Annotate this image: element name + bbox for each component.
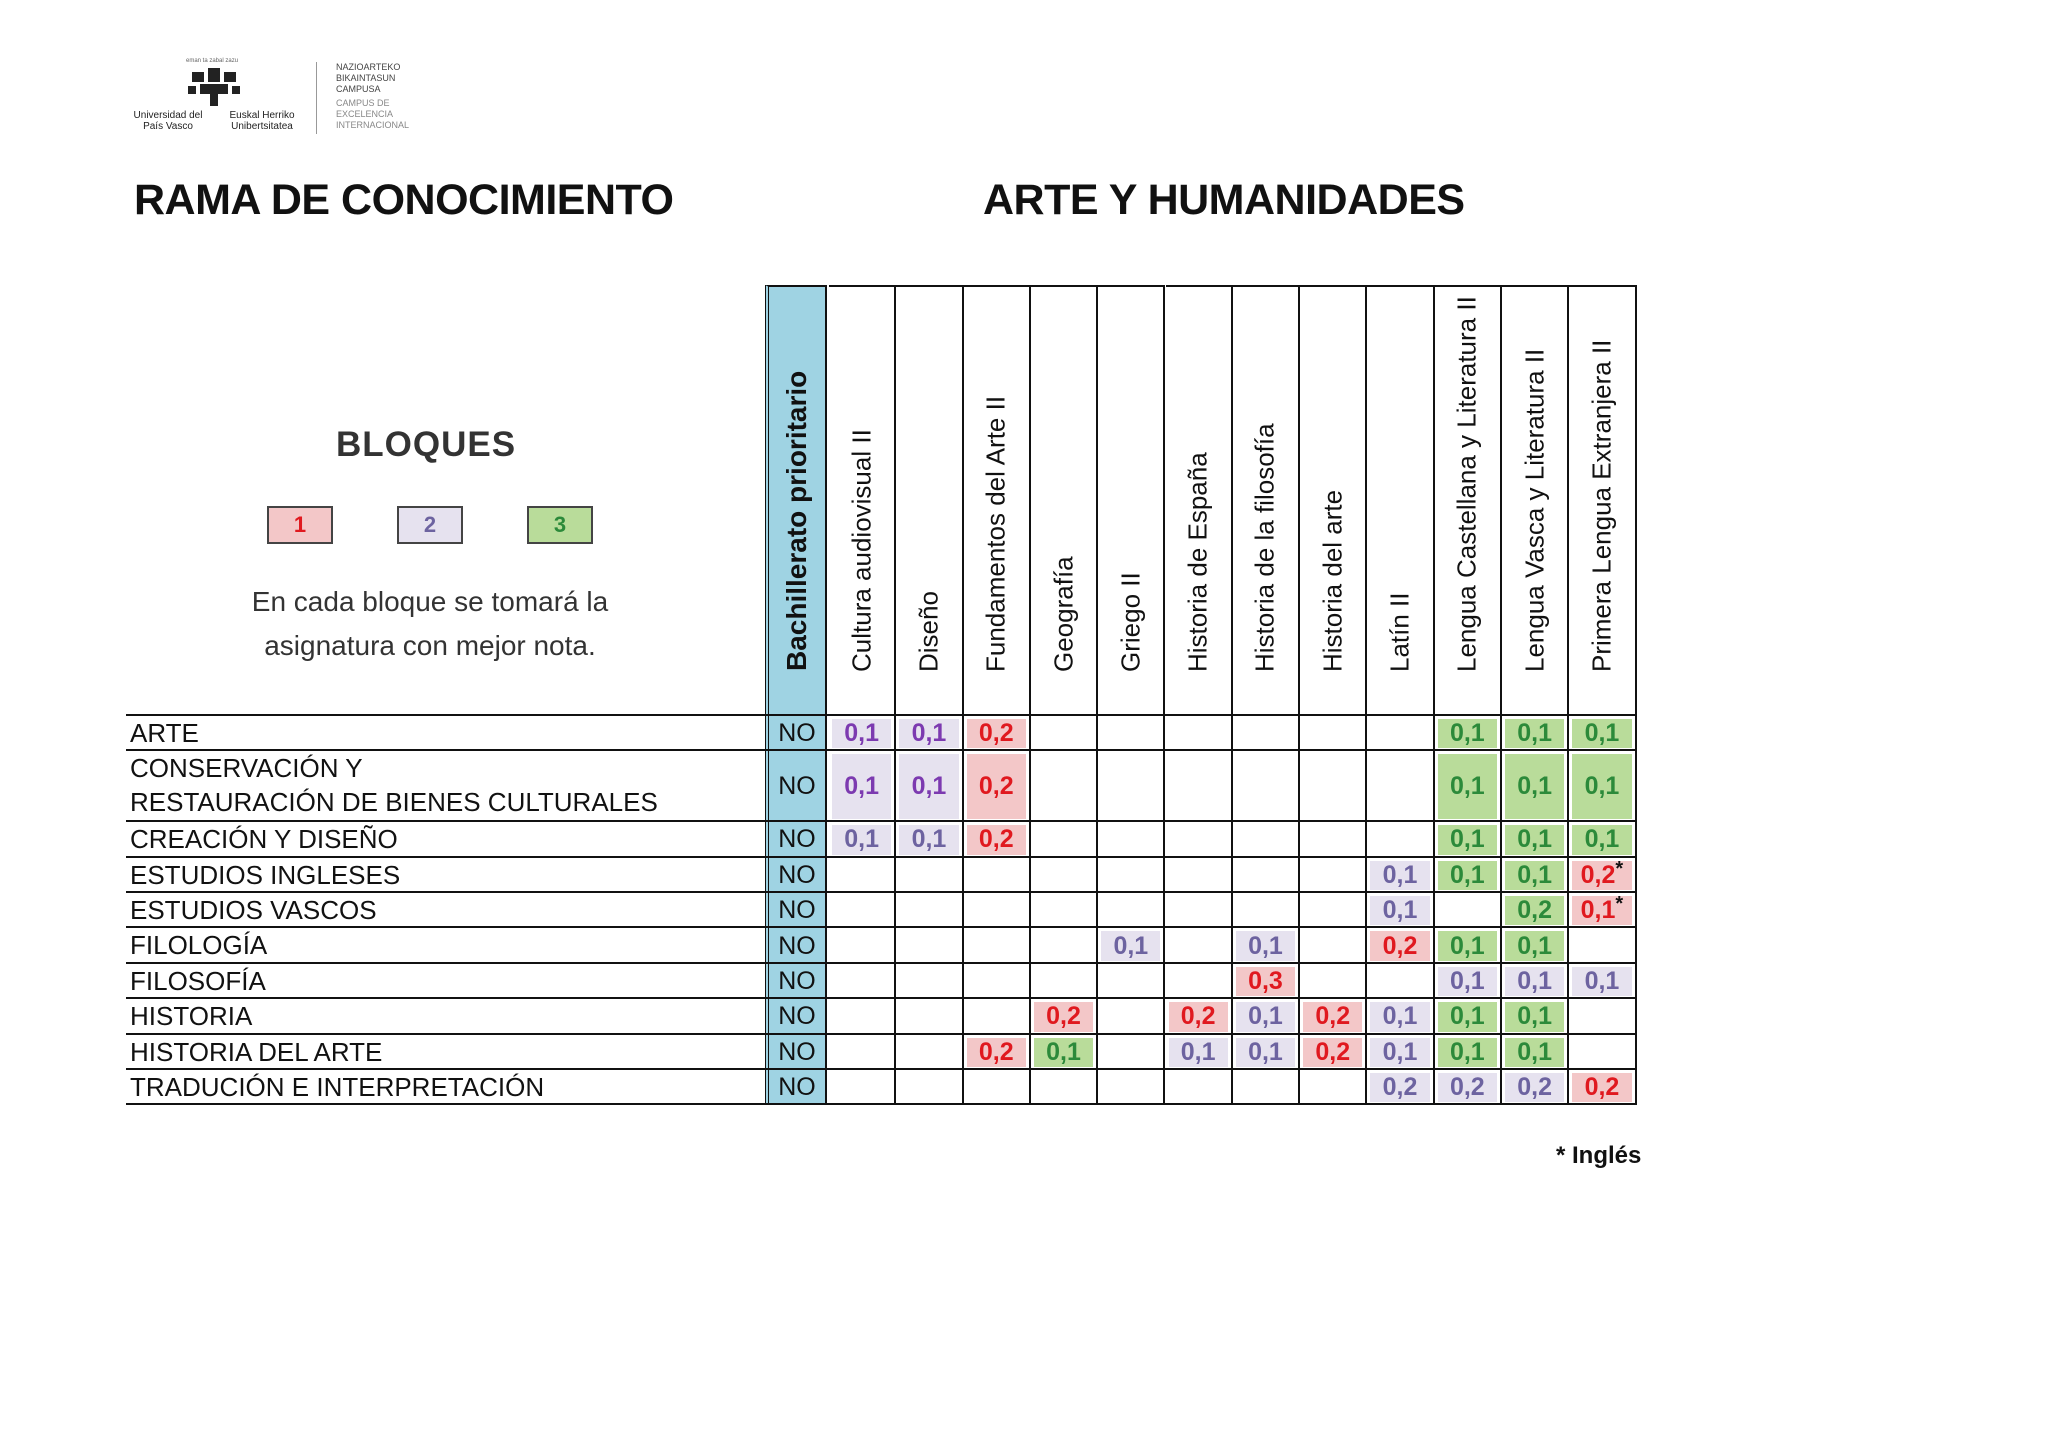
empty-cell bbox=[1166, 893, 1233, 928]
priority-cell: NO bbox=[765, 1035, 827, 1070]
empty-cell bbox=[1166, 716, 1233, 751]
weight-value: 0,1 bbox=[832, 825, 891, 854]
empty-cell bbox=[829, 858, 896, 893]
header-subject-3 bbox=[1031, 285, 1098, 715]
table-row bbox=[126, 749, 1637, 820]
empty-cell bbox=[1098, 1035, 1165, 1070]
empty-cell bbox=[829, 1035, 896, 1070]
empty-cell bbox=[1098, 822, 1165, 857]
weight-value: 0,2 bbox=[1370, 931, 1429, 960]
weight-cell bbox=[1569, 822, 1636, 857]
empty-cell bbox=[1031, 751, 1098, 822]
weight-value: 0,1 bbox=[1438, 825, 1497, 854]
empty-cell bbox=[896, 1070, 963, 1105]
page-title-rama: RAMA DE CONOCIMIENTO bbox=[134, 176, 674, 224]
priority-cell: NO bbox=[765, 858, 827, 893]
weight-cell bbox=[1435, 1070, 1502, 1105]
empty-cell bbox=[1233, 858, 1300, 893]
weight-cell bbox=[1569, 858, 1636, 893]
weight-cell bbox=[964, 822, 1031, 857]
logo-campus-eu: NAZIOARTEKO BIKAINTASUN CAMPUSA bbox=[336, 62, 401, 94]
table-row bbox=[126, 820, 1637, 855]
weight-cell bbox=[896, 716, 963, 751]
table-row bbox=[126, 891, 1637, 926]
empty-cell bbox=[1098, 999, 1165, 1034]
weight-cell bbox=[1569, 716, 1636, 751]
empty-cell bbox=[1233, 716, 1300, 751]
empty-cell bbox=[1300, 751, 1367, 822]
empty-cell bbox=[829, 964, 896, 999]
weight-value: 0,1 bbox=[1169, 1038, 1228, 1067]
empty-cell bbox=[1233, 893, 1300, 928]
row-name-line: ESTUDIOS VASCOS bbox=[130, 895, 377, 925]
empty-cell bbox=[896, 999, 963, 1034]
row-name bbox=[130, 822, 398, 856]
table-row bbox=[126, 1033, 1637, 1068]
weight-cell bbox=[964, 716, 1031, 751]
weight-value: 0,2 bbox=[967, 719, 1026, 748]
row-name-line: ARTE bbox=[130, 718, 199, 748]
row-name-line: HISTORIA DEL ARTE bbox=[130, 1036, 383, 1067]
empty-cell bbox=[829, 1070, 896, 1105]
empty-cell bbox=[964, 1070, 1031, 1105]
weight-value: 0,1 bbox=[1034, 1038, 1093, 1067]
empty-cell bbox=[1367, 822, 1434, 857]
empty-cell bbox=[896, 1035, 963, 1070]
weight-cell bbox=[1367, 1070, 1434, 1105]
weight-cell bbox=[1031, 1035, 1098, 1070]
weight-cell bbox=[1300, 999, 1367, 1034]
weight-value: 0,1 bbox=[832, 754, 891, 819]
header-subject-7-label: Historia del arte bbox=[1317, 489, 1348, 672]
empty-cell bbox=[964, 893, 1031, 928]
footnote: * Inglés bbox=[1556, 1142, 1642, 1169]
empty-cell bbox=[896, 893, 963, 928]
weight-value: 0,1 bbox=[1505, 825, 1564, 854]
weight-value: 0,2 bbox=[967, 825, 1026, 854]
header-subject-0 bbox=[829, 285, 896, 715]
weight-value: 0,1 bbox=[1505, 1002, 1564, 1031]
weight-cell bbox=[1435, 999, 1502, 1034]
weight-value: 0,1 bbox=[1438, 861, 1497, 890]
row-name-line: ESTUDIOS INGLESES bbox=[130, 859, 401, 890]
priority-cell: NO bbox=[765, 751, 827, 822]
empty-cell bbox=[1098, 716, 1165, 751]
header-bachillerato-prioritario-label: Bachillerato prioritario bbox=[781, 370, 812, 671]
logo-separator bbox=[316, 62, 317, 134]
empty-cell bbox=[1367, 716, 1434, 751]
header-bachillerato-prioritario bbox=[765, 285, 827, 715]
weight-value: 0,1 bbox=[1370, 861, 1429, 890]
weight-cell bbox=[1367, 1035, 1434, 1070]
weight-cell bbox=[1502, 822, 1569, 857]
table-row bbox=[126, 856, 1637, 891]
weight-cell bbox=[1367, 893, 1434, 928]
priority-cell: NO bbox=[765, 999, 827, 1034]
row-name bbox=[130, 893, 377, 927]
row-name-line: HISTORIA bbox=[130, 1001, 253, 1032]
header-subject-10 bbox=[1502, 285, 1569, 715]
weight-cell bbox=[1502, 964, 1569, 999]
legend-block-2: 2 bbox=[397, 506, 463, 544]
weight-cell bbox=[1367, 928, 1434, 963]
weight-cell bbox=[1435, 928, 1502, 963]
university-logo bbox=[128, 58, 428, 138]
weight-cell bbox=[896, 822, 963, 857]
empty-cell bbox=[1166, 1070, 1233, 1105]
weight-value: 0,2 bbox=[1169, 1002, 1228, 1031]
row-name-line: FILOLOGÍA bbox=[130, 930, 268, 961]
empty-cell bbox=[1166, 858, 1233, 893]
empty-cell bbox=[1031, 858, 1098, 893]
weight-value: 0,1 bbox=[1236, 1002, 1295, 1031]
weight-cell bbox=[1435, 964, 1502, 999]
empty-cell bbox=[1031, 893, 1098, 928]
row-name bbox=[130, 751, 658, 819]
header-subject-9 bbox=[1435, 285, 1502, 715]
legend-block-3: 3 bbox=[527, 506, 593, 544]
priority-cell: NO bbox=[765, 928, 827, 963]
empty-cell bbox=[1031, 928, 1098, 963]
weight-value: 0,2 bbox=[1370, 1073, 1429, 1102]
empty-cell bbox=[829, 999, 896, 1034]
priority-cell: NO bbox=[765, 964, 827, 999]
weight-value: 0,1 bbox=[1370, 896, 1429, 925]
empty-cell bbox=[1233, 822, 1300, 857]
empty-cell bbox=[1031, 716, 1098, 751]
weight-cell bbox=[1166, 1035, 1233, 1070]
row-name bbox=[130, 1035, 382, 1069]
header-subject-3-label: Geografía bbox=[1048, 556, 1079, 672]
header-subject-4-label: Griego II bbox=[1115, 572, 1146, 672]
weight-value: 0,1 * bbox=[1572, 896, 1631, 925]
empty-cell bbox=[1098, 893, 1165, 928]
table-row bbox=[126, 962, 1637, 997]
weight-cell bbox=[1367, 999, 1434, 1034]
empty-cell bbox=[1300, 858, 1367, 893]
row-name bbox=[130, 716, 199, 750]
weight-cell bbox=[1098, 928, 1165, 963]
weight-value: 0,2 bbox=[1572, 1073, 1631, 1102]
weight-value: 0,3 bbox=[1236, 967, 1295, 996]
header-subject-8-label: Latín II bbox=[1384, 592, 1415, 672]
empty-cell bbox=[1031, 1070, 1098, 1105]
footnote-marker: * bbox=[1615, 857, 1624, 880]
bloques-note: En cada bloque se tomará la asignatura con mejor nota. bbox=[251, 586, 609, 661]
weight-cell bbox=[1569, 1070, 1636, 1105]
weight-cell bbox=[1502, 893, 1569, 928]
header-subject-4 bbox=[1098, 285, 1165, 715]
weight-cell bbox=[1435, 858, 1502, 893]
header-subject-6 bbox=[1233, 285, 1300, 715]
weight-value: 0,2 bbox=[1505, 896, 1564, 925]
weight-cell bbox=[829, 822, 896, 857]
empty-cell bbox=[964, 928, 1031, 963]
header-subject-2-label: Fundamentos del Arte II bbox=[980, 395, 1011, 672]
logo-name-es: Universidad del País Vasco bbox=[133, 110, 203, 132]
weight-cell bbox=[1166, 999, 1233, 1034]
weight-value: 0,1 bbox=[1572, 825, 1631, 854]
table-bottom-border bbox=[126, 1103, 1637, 1105]
empty-cell bbox=[1098, 858, 1165, 893]
row-name bbox=[130, 964, 266, 998]
weight-cell bbox=[1435, 716, 1502, 751]
header-subject-5-label: Historia de España bbox=[1182, 452, 1213, 672]
empty-cell bbox=[1098, 751, 1165, 822]
empty-cell bbox=[1300, 893, 1367, 928]
weight-cell bbox=[1569, 893, 1636, 928]
header-subject-1-label: Diseño bbox=[913, 591, 944, 672]
empty-cell bbox=[1233, 751, 1300, 822]
weight-value: 0,1 bbox=[1505, 931, 1564, 960]
row-name-line: CONSERVACIÓN Y bbox=[130, 753, 363, 784]
empty-cell bbox=[829, 893, 896, 928]
weight-cell bbox=[896, 751, 963, 822]
empty-cell bbox=[1098, 964, 1165, 999]
header-subject-1 bbox=[896, 285, 963, 715]
weight-cell bbox=[1569, 751, 1636, 822]
bloques-title: BLOQUES bbox=[336, 425, 517, 464]
empty-cell bbox=[1367, 751, 1434, 822]
empty-cell bbox=[1300, 1070, 1367, 1105]
empty-cell bbox=[1569, 999, 1636, 1034]
empty-cell bbox=[896, 858, 963, 893]
table-row bbox=[126, 1068, 1637, 1103]
row-name-line: CREACIÓN Y DISEÑO bbox=[130, 824, 398, 855]
weight-cell bbox=[1502, 1070, 1569, 1105]
row-name bbox=[130, 858, 400, 892]
weight-value: 0,1 bbox=[1505, 861, 1564, 890]
weight-cell bbox=[1367, 858, 1434, 893]
weight-cell bbox=[1300, 1035, 1367, 1070]
weight-value: 0,1 bbox=[1438, 1002, 1497, 1031]
weight-value: 0,1 bbox=[899, 719, 958, 748]
footnote-marker: * bbox=[1615, 893, 1624, 916]
weight-cell bbox=[1435, 1035, 1502, 1070]
weight-cell bbox=[1435, 822, 1502, 857]
weight-value: 0,1 bbox=[1101, 931, 1160, 960]
weight-value: 0,1 bbox=[1572, 967, 1631, 996]
row-name bbox=[130, 999, 252, 1033]
logo-motto: eman ta zabal zazu bbox=[186, 58, 239, 64]
legend-block-1: 1 bbox=[267, 506, 333, 544]
weight-value: 0,2 bbox=[967, 754, 1026, 819]
weight-value: 0,2 bbox=[1034, 1002, 1093, 1031]
weight-value: 0,1 bbox=[1370, 1038, 1429, 1067]
table-row bbox=[126, 926, 1637, 961]
weight-cell bbox=[829, 751, 896, 822]
header-subject-11-label: Primera Lengua Extranjera II bbox=[1586, 339, 1617, 672]
row-name bbox=[130, 928, 267, 962]
weight-cell bbox=[1233, 1035, 1300, 1070]
weight-value: 0,2 * bbox=[1572, 861, 1631, 890]
header-subject-6-label: Historia de la filosofía bbox=[1249, 423, 1280, 672]
weight-value: 0,1 bbox=[1438, 931, 1497, 960]
empty-cell bbox=[896, 928, 963, 963]
empty-cell bbox=[1098, 1070, 1165, 1105]
weight-cell bbox=[1502, 858, 1569, 893]
weight-cell bbox=[1502, 1035, 1569, 1070]
weight-value: 0,2 bbox=[1505, 1073, 1564, 1102]
weight-cell bbox=[1233, 928, 1300, 963]
weight-cell bbox=[1502, 751, 1569, 822]
empty-cell bbox=[1300, 928, 1367, 963]
empty-cell bbox=[1367, 964, 1434, 999]
logo-name-eu: Euskal Herriko Unibertsitatea bbox=[229, 110, 295, 132]
empty-cell bbox=[1166, 822, 1233, 857]
weight-value: 0,1 bbox=[1438, 967, 1497, 996]
priority-cell: NO bbox=[765, 716, 827, 751]
weight-value: 0,1 bbox=[899, 754, 958, 819]
empty-cell bbox=[1300, 822, 1367, 857]
logo-campus-es: CAMPUS DE EXCELENCIA INTERNACIONAL bbox=[336, 98, 410, 130]
empty-cell bbox=[1569, 1035, 1636, 1070]
empty-cell bbox=[1031, 964, 1098, 999]
weight-cell bbox=[1031, 999, 1098, 1034]
weight-cell bbox=[1502, 716, 1569, 751]
header-subject-10-label: Lengua Vasca y Literatura II bbox=[1519, 348, 1550, 672]
weight-value: 0,2 bbox=[967, 1038, 1026, 1067]
header-subject-7 bbox=[1300, 285, 1367, 715]
weight-value: 0,1 bbox=[1505, 754, 1564, 819]
priority-cell: NO bbox=[765, 1070, 827, 1105]
weight-cell bbox=[1569, 964, 1636, 999]
row-name-line: TRADUCIÓN E INTERPRETACIÓN bbox=[130, 1072, 545, 1102]
priority-cell: NO bbox=[765, 893, 827, 928]
empty-cell bbox=[1166, 964, 1233, 999]
empty-cell bbox=[1233, 1070, 1300, 1105]
empty-cell bbox=[1300, 716, 1367, 751]
table-row bbox=[126, 997, 1637, 1032]
weight-value: 0,1 bbox=[1572, 754, 1631, 819]
empty-cell bbox=[1435, 893, 1502, 928]
header-subject-11 bbox=[1569, 285, 1636, 715]
header-subject-9-label: Lengua Castellana y Literatura II bbox=[1451, 296, 1482, 672]
row-name-line: FILOSOFÍA bbox=[130, 965, 266, 996]
weight-value: 0,1 bbox=[899, 825, 958, 854]
empty-cell bbox=[964, 964, 1031, 999]
table-row bbox=[126, 714, 1637, 749]
weight-value: 0,1 bbox=[832, 719, 891, 748]
weight-value: 0,2 bbox=[1303, 1038, 1362, 1067]
tree-emblem-icon bbox=[186, 66, 242, 108]
empty-cell bbox=[1031, 822, 1098, 857]
weight-cell bbox=[1502, 928, 1569, 963]
header-subject-2 bbox=[964, 285, 1031, 715]
row-name bbox=[130, 1070, 544, 1104]
weight-value: 0,2 bbox=[1438, 1073, 1497, 1102]
weight-value: 0,1 bbox=[1370, 1002, 1429, 1031]
empty-cell bbox=[896, 964, 963, 999]
priority-cell: NO bbox=[765, 822, 827, 857]
header-subject-5 bbox=[1166, 285, 1233, 715]
weight-value: 0,1 bbox=[1438, 754, 1497, 819]
empty-cell bbox=[964, 858, 1031, 893]
weight-cell bbox=[829, 716, 896, 751]
weight-cell bbox=[1502, 999, 1569, 1034]
header-subject-0-label: Cultura audiovisual II bbox=[846, 429, 877, 672]
weight-value: 0,1 bbox=[1572, 719, 1631, 748]
weight-value: 0,1 bbox=[1236, 931, 1295, 960]
weight-cell bbox=[964, 1035, 1031, 1070]
empty-cell bbox=[964, 999, 1031, 1034]
row-name-line: RESTAURACIÓN DE BIENES CULTURALES bbox=[130, 787, 658, 818]
weight-cell bbox=[1233, 999, 1300, 1034]
header-subject-8 bbox=[1367, 285, 1434, 715]
empty-cell bbox=[829, 928, 896, 963]
weight-value: 0,2 bbox=[1303, 1002, 1362, 1031]
weight-value: 0,1 bbox=[1505, 1038, 1564, 1067]
page-title-area: ARTE Y HUMANIDADES bbox=[983, 176, 1465, 224]
empty-cell bbox=[1569, 928, 1636, 963]
weight-cell bbox=[964, 751, 1031, 822]
empty-cell bbox=[1300, 964, 1367, 999]
weight-value: 0,1 bbox=[1505, 719, 1564, 748]
empty-cell bbox=[1166, 928, 1233, 963]
weight-cell bbox=[1233, 964, 1300, 999]
empty-cell bbox=[1166, 751, 1233, 822]
weight-value: 0,1 bbox=[1505, 967, 1564, 996]
weight-value: 0,1 bbox=[1236, 1038, 1295, 1067]
weight-cell bbox=[1435, 751, 1502, 822]
weight-value: 0,1 bbox=[1438, 719, 1497, 748]
weight-value: 0,1 bbox=[1438, 1038, 1497, 1067]
